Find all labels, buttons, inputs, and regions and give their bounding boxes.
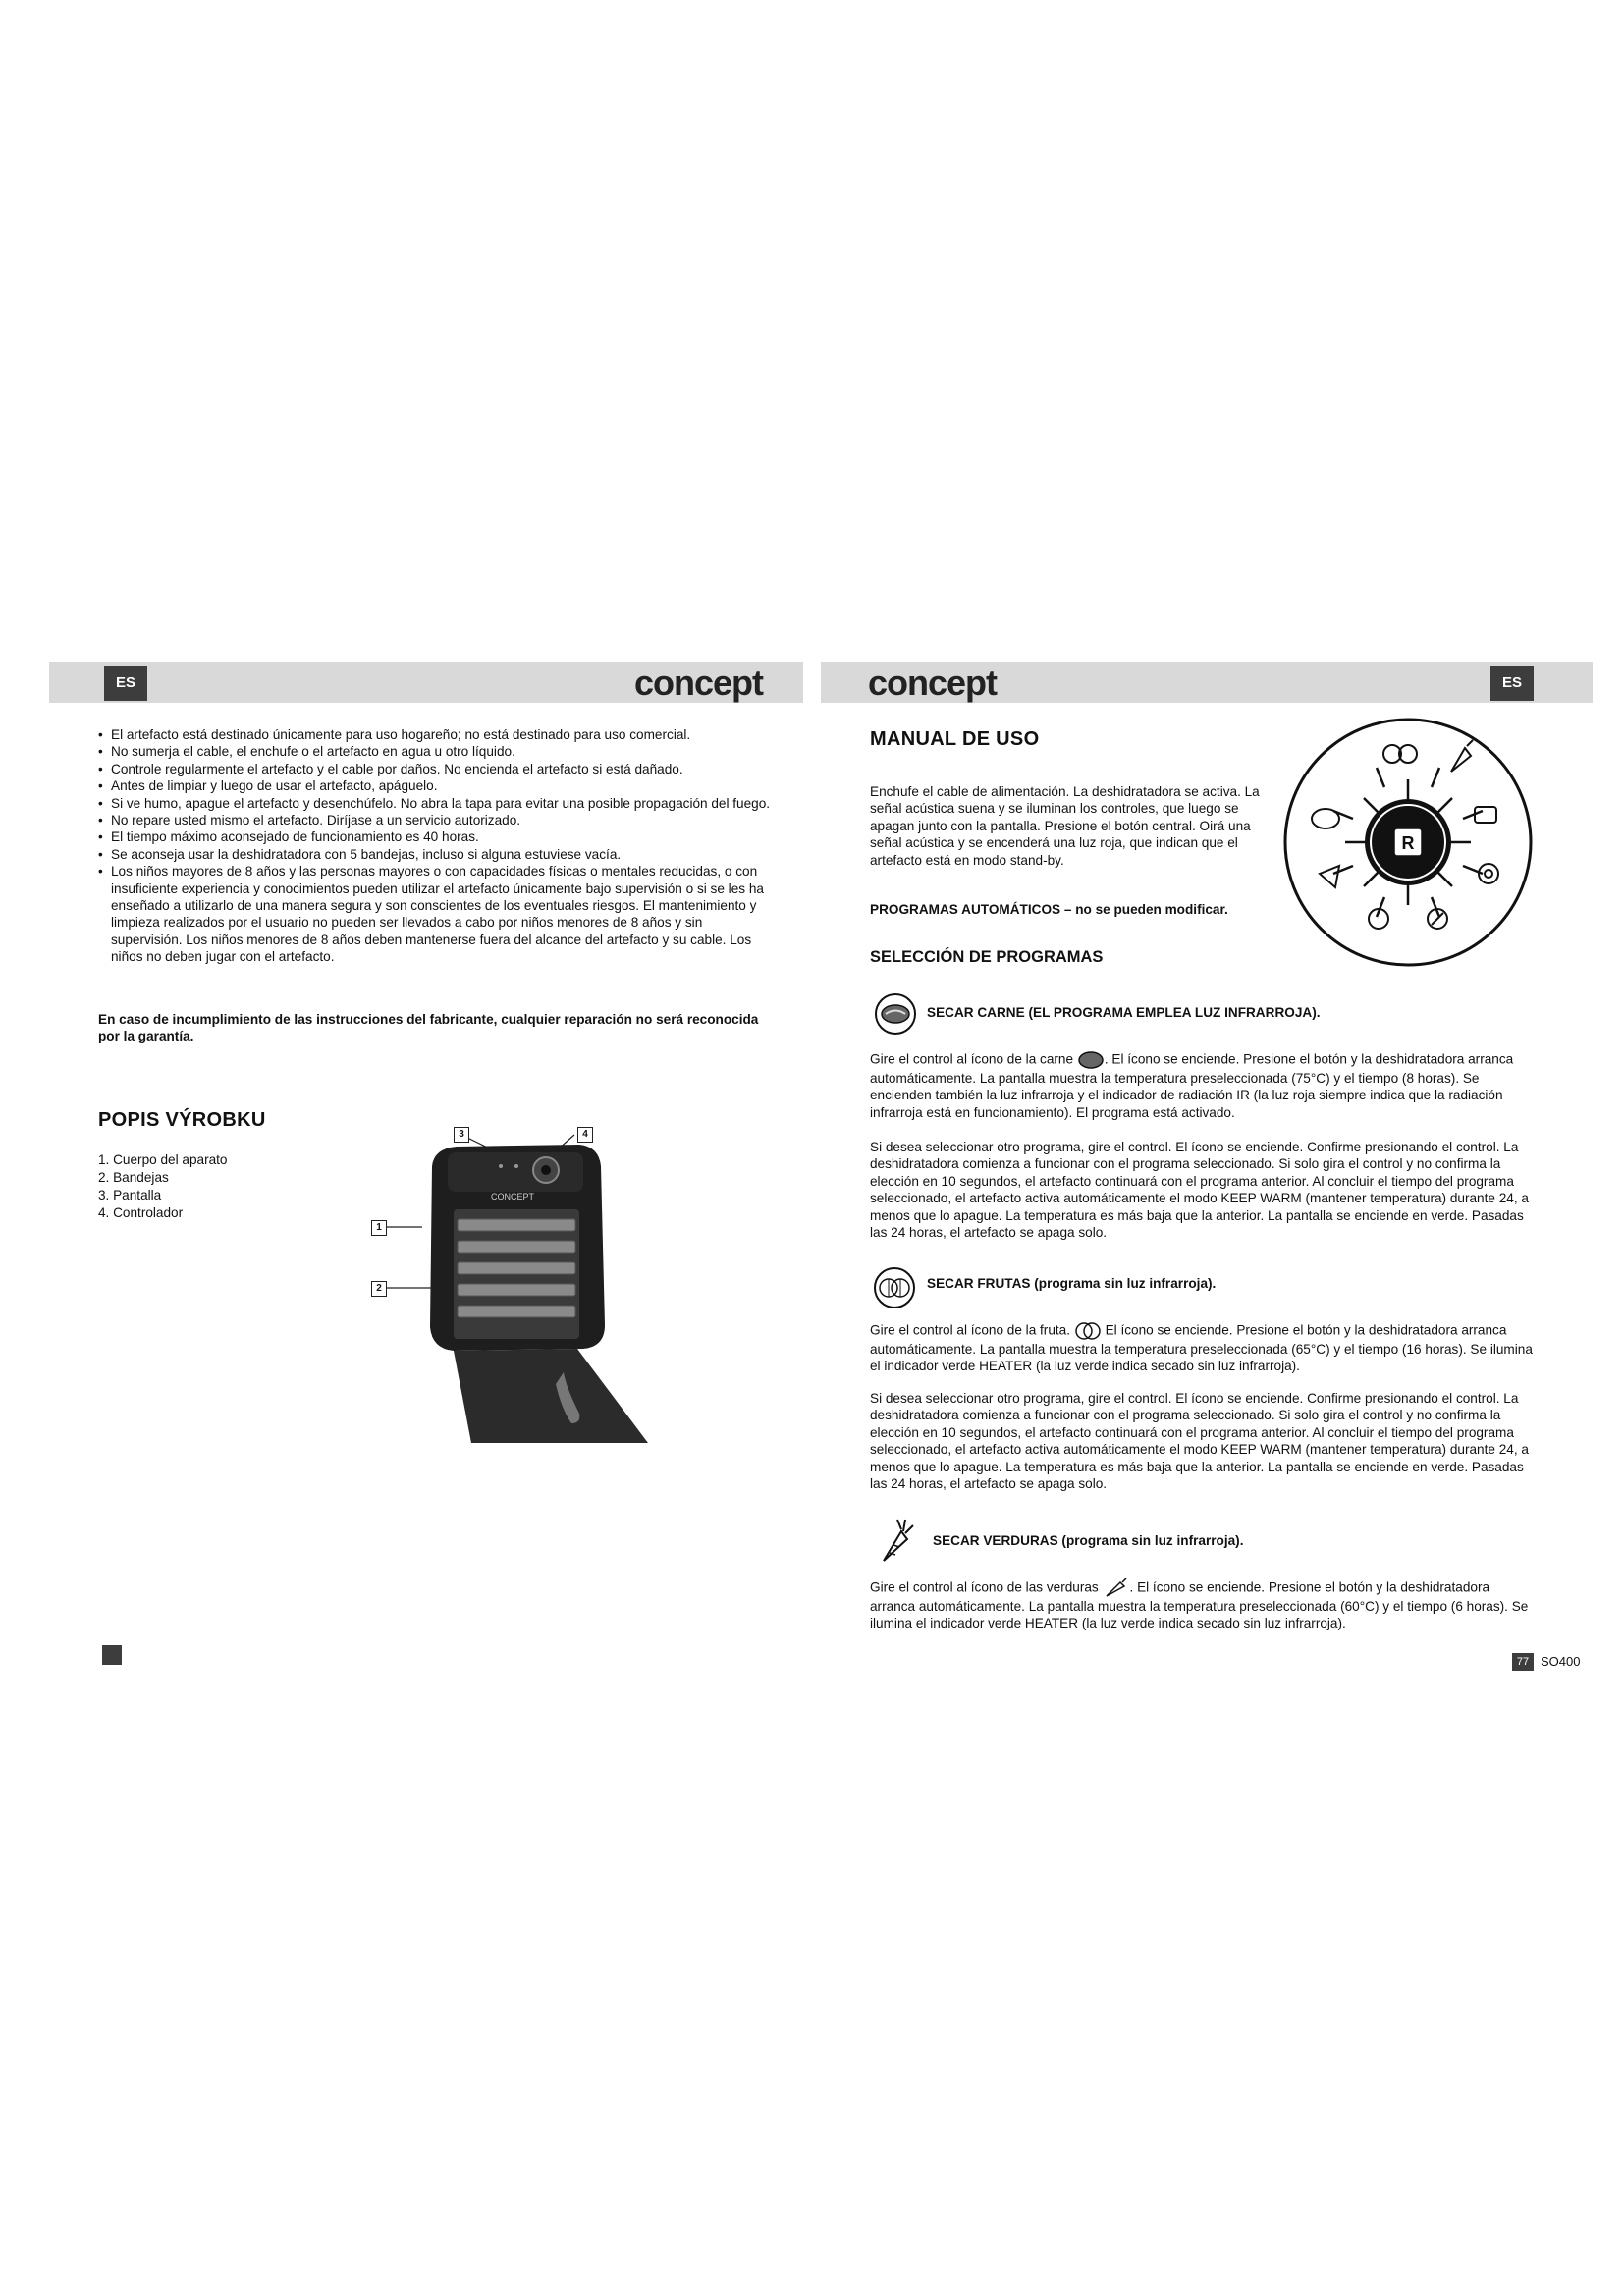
program-meat-text-after: . El ícono se enciende. Presione el botón y la deshidratadora arranca automáticamente. La pantalla muestra la temperatura preseleccionada (75°C) y el tiempo (8 horas). Se encienden también la luz infrarroja y el indicador de radiación IR (la luz roja siempre indica que la radiación infrarroja está en funcionamiento). El programa está activado. <box>870 1051 1514 1120</box>
safety-item: • Si ve humo, apague el artefacto y desenchúfelo. No abra la tapa para evitar una posible propagación del fuego. <box>98 795 771 812</box>
language-tag-right: ES <box>1490 666 1534 701</box>
dial-center-label: R <box>1401 833 1415 853</box>
fruit-inline-icon <box>1074 1321 1102 1341</box>
part-item: 4. Controlador <box>98 1205 184 1220</box>
program-fruit-text-after: El ícono se enciende. Presione el botón y la deshidratadora arranca automáticamente. La pantalla muestra la temperatura preseleccionada (65°C) y el tiempo (16 horas). Se ilumina el indicador verde HEATER (la luz verde indica secado sin luz infrarroja). <box>870 1322 1533 1374</box>
program-fruit-text-before: Gire el control al ícono de la fruta. <box>870 1322 1071 1338</box>
part-item: 1. Cuerpo del aparato <box>98 1152 228 1167</box>
manual-title: MANUAL DE USO <box>870 728 1040 750</box>
program-vegetables-text-before: Gire el control al ícono de las verduras <box>870 1579 1099 1595</box>
carrot-inline-icon <box>1103 1578 1130 1598</box>
program-fruit-heading: SECAR FRUTAS (programa sin luz infrarroja). <box>927 1276 1217 1291</box>
program-vegetables-paragraph-1 <box>870 1578 1538 1632</box>
program-vegetables-heading: SECAR VERDURAS (programa sin luz infrarroja). <box>933 1533 1244 1548</box>
parts-list <box>98 1151 228 1222</box>
safety-list <box>98 726 771 966</box>
program-fruit-paragraph-2: Si desea seleccionar otro programa, gire el control. El ícono se enciende. Confirme presionando el control. La deshidratadora comienza a funcionar con el programa seleccionado. Si solo gira el control y no confirma la elección en 10 segundos, el artefacto continuará con el programa anterior. Al concluir el tiempo del programa seleccionado, el artefacto activa automáticamente el modo KEEP WARM (mantener temperatura) durante 24, a menos que lo apague. La temperatura es más baja que la anterior. La pantalla se enciende en verde. Pasadas las 24 horas, el artefacto se apaga solo. <box>870 1391 1529 1492</box>
model-code: SO400 <box>1541 1654 1581 1669</box>
safety-item: • El tiempo máximo aconsejado de funcionamiento es 40 horas. <box>98 828 771 845</box>
meat-inline-icon <box>1077 1050 1105 1070</box>
safety-item: • Se aconseja usar la deshidratadora con 5 bandejas, incluso si alguna estuviese vacía. <box>98 846 771 863</box>
callout-4: 4 <box>577 1127 593 1143</box>
brand-logo-right: concept <box>868 663 998 703</box>
safety-item: • Los niños mayores de 8 años y las personas mayores o con capacidades físicas o mentales reducidas, o con insuficiente experiencia y conocimientos pueden utilizar el artefacto únicamente bajo supervisión o si se les ha enseñado a utilizarlo de una manera segura y son conscientes de los eventuales riesgos. El mantenimiento y limpieza realizados por el usuario no pueden ser llevados a cabo por niños menores de 8 años y sin supervisión. Los niños menores de 8 años deben mantenerse fuera del alcance del artefacto y su cable. Los niños no deben jugar con el artefacto. <box>98 863 771 965</box>
page-marker-left <box>102 1645 122 1665</box>
auto-programs-note: PROGRAMAS AUTOMÁTICOS – no se pueden modificar. <box>870 902 1228 917</box>
fruit-icon <box>872 1266 917 1309</box>
safety-item: • El artefacto está destinado únicamente para uso hogareño; no está destinado para uso comercial. <box>98 726 771 743</box>
safety-item: • Antes de limpiar y luego de usar el artefacto, apáguelo. <box>98 777 771 794</box>
part-item: 2. Bandejas <box>98 1170 169 1185</box>
program-meat-paragraph-2: Si desea seleccionar otro programa, gire el control. El ícono se enciende. Confirme presionando el control. La deshidratadora comienza a funcionar con el programa seleccionado. Si solo gira el control y no confirma la elección en 10 segundos, el artefacto continuará con el programa anterior. Al concluir el tiempo del programa seleccionado, el artefacto activa automáticamente el modo KEEP WARM (mantener temperatura) durante 24, a menos que lo apague. La temperatura es más baja que la anterior. La pantalla se enciende en verde. Pasadas las 24 horas, el artefacto se apaga solo. <box>870 1140 1529 1241</box>
callout-2: 2 <box>371 1281 387 1297</box>
carrot-icon <box>876 1516 915 1565</box>
product-description-title: POPIS VÝROBKU <box>98 1109 266 1131</box>
safety-item: • No repare usted mismo el artefacto. Diríjase a un servicio autorizado. <box>98 812 771 828</box>
program-meat-heading: SECAR CARNE (EL PROGRAMA EMPLEA LUZ INFRARROJA). <box>927 1005 1321 1020</box>
language-tag-left: ES <box>104 666 147 701</box>
dehydrator-illustration <box>363 1119 717 1443</box>
callout-3: 3 <box>454 1127 469 1143</box>
program-fruit-paragraph-1 <box>870 1321 1538 1375</box>
safety-item: • No sumerja el cable, el enchufe o el artefacto en agua u otro líquido. <box>98 743 771 760</box>
page-number: 77 <box>1512 1653 1534 1671</box>
intro-paragraph: Enchufe el cable de alimentación. La deshidratadora se activa. La señal acústica suena y se iluminan los controles, que luego se apagan junto con la pantalla. Presione el botón central. Oirá una señal acústica y se encenderá una luz roja, que indican que el artefacto está en modo stand-by. <box>870 784 1260 868</box>
program-meat-paragraph-1 <box>870 1050 1538 1121</box>
part-item: 3. Pantalla <box>98 1188 162 1202</box>
device-logo: CONCEPT <box>491 1192 535 1201</box>
callout-1: 1 <box>371 1220 387 1236</box>
safety-item: • Controle regularmente el artefacto y el cable por daños. No encienda el artefacto si está dañado. <box>98 761 771 777</box>
program-vegetables-text-after: . El ícono se enciende. Presione el botón y la deshidratadora arranca automáticamente. La pantalla muestra la temperatura preseleccionada (60°C) y el tiempo (6 horas). Se ilumina el indicador verde HEATER (la luz verde indica secado sin luz infrarroja). <box>870 1579 1529 1631</box>
meat-icon <box>872 993 919 1035</box>
warranty-note: En caso de incumplimiento de las instrucciones del fabricante, cualquier reparación no será reconocida por la garantía. <box>98 1012 759 1044</box>
program-meat-text-before: Gire el control al ícono de la carne <box>870 1051 1074 1067</box>
brand-logo-left: concept <box>634 663 764 703</box>
program-selection-title: SELECCIÓN DE PROGRAMAS <box>870 948 1104 966</box>
control-dial <box>1282 717 1534 968</box>
